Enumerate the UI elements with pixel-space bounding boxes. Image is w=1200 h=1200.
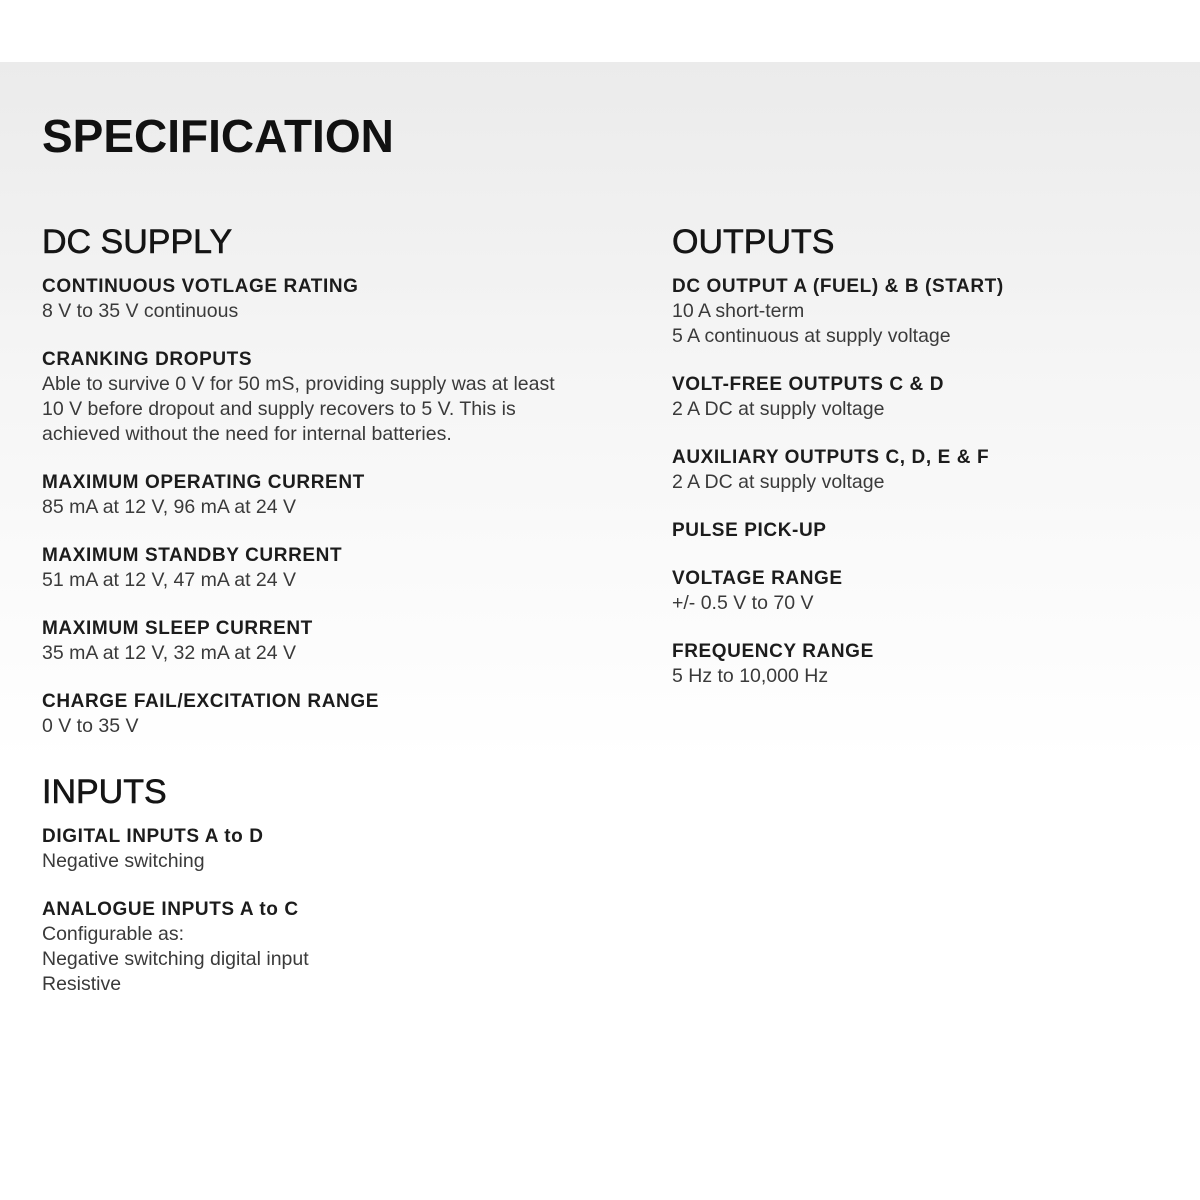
spec-item-title: ANALOGUE INPUTS A to C xyxy=(42,899,299,920)
spec-item xyxy=(672,639,1172,689)
right-column xyxy=(672,222,1172,712)
spec-item-title: CONTINUOUS VOTLAGE RATING xyxy=(42,276,359,297)
page-title: SPECIFICATION xyxy=(42,110,394,162)
spec-item-title: VOLT-FREE OUTPUTS C & D xyxy=(672,374,945,395)
spec-item-value: Negative switching digital input xyxy=(42,948,309,970)
section-spacer xyxy=(42,762,642,772)
left-column xyxy=(42,222,642,1020)
section-heading-dc-supply: DC SUPPLY xyxy=(42,223,233,261)
spec-item-title: MAXIMUM OPERATING CURRENT xyxy=(42,472,365,493)
spec-item-title: MAXIMUM SLEEP CURRENT xyxy=(42,618,313,639)
spec-item-value: Configurable as: xyxy=(42,923,185,945)
spec-item-value: 85 mA at 12 V, 96 mA at 24 V xyxy=(42,496,297,518)
spec-item-title: DC OUTPUT A (FUEL) & B (START) xyxy=(672,276,1004,297)
spec-item-value: +/- 0.5 V to 70 V xyxy=(672,592,814,614)
spec-item-title: PULSE PICK-UP xyxy=(672,520,827,541)
spec-item-value: 5 A continuous at supply voltage xyxy=(672,325,951,347)
spec-item-value: 5 Hz to 10,000 Hz xyxy=(672,665,829,687)
spec-item-title: MAXIMUM STANDBY CURRENT xyxy=(42,545,343,566)
spec-item xyxy=(42,616,642,666)
spec-item xyxy=(42,274,642,324)
spec-item xyxy=(672,566,1172,616)
spec-item xyxy=(672,372,1172,422)
spec-item xyxy=(42,897,642,997)
spec-item-value: 10 A short-term xyxy=(672,300,805,322)
spec-item xyxy=(42,470,642,520)
section-heading-inputs: INPUTS xyxy=(42,773,167,811)
spec-item-value: 51 mA at 12 V, 47 mA at 24 V xyxy=(42,569,297,591)
spec-item xyxy=(42,347,642,447)
spec-item-value: 0 V to 35 V xyxy=(42,715,139,737)
spec-item xyxy=(672,445,1172,495)
spec-item-value: Resistive xyxy=(42,973,122,995)
spec-item-title: VOLTAGE RANGE xyxy=(672,568,843,589)
spec-item-value: 2 A DC at supply voltage xyxy=(672,398,885,420)
spec-item-value: Able to survive 0 V for 50 mS, providing supply was at least xyxy=(42,373,555,395)
spec-item xyxy=(42,543,642,593)
spec-item-value: 8 V to 35 V continuous xyxy=(42,300,239,322)
spec-item-title: DIGITAL INPUTS A to D xyxy=(42,826,264,847)
spec-item xyxy=(42,689,642,739)
section-heading-outputs: OUTPUTS xyxy=(672,223,835,261)
spec-item-value: 10 V before dropout and supply recovers to 5 V. This is xyxy=(42,398,516,420)
spec-item-title: AUXILIARY OUTPUTS C, D, E & F xyxy=(672,447,990,468)
spec-item-title: CHARGE FAIL/EXCITATION RANGE xyxy=(42,691,379,712)
spec-item-title: FREQUENCY RANGE xyxy=(672,641,874,662)
spec-item-value: Negative switching xyxy=(42,850,205,872)
spec-item xyxy=(672,274,1172,349)
spec-item xyxy=(672,518,1172,543)
spec-item xyxy=(42,824,642,874)
spec-item-value: 2 A DC at supply voltage xyxy=(672,471,885,493)
spec-item-value: achieved without the need for internal batteries. xyxy=(42,423,452,445)
spec-item-value: 35 mA at 12 V, 32 mA at 24 V xyxy=(42,642,297,664)
spec-item-title: CRANKING DROPUTS xyxy=(42,349,253,370)
